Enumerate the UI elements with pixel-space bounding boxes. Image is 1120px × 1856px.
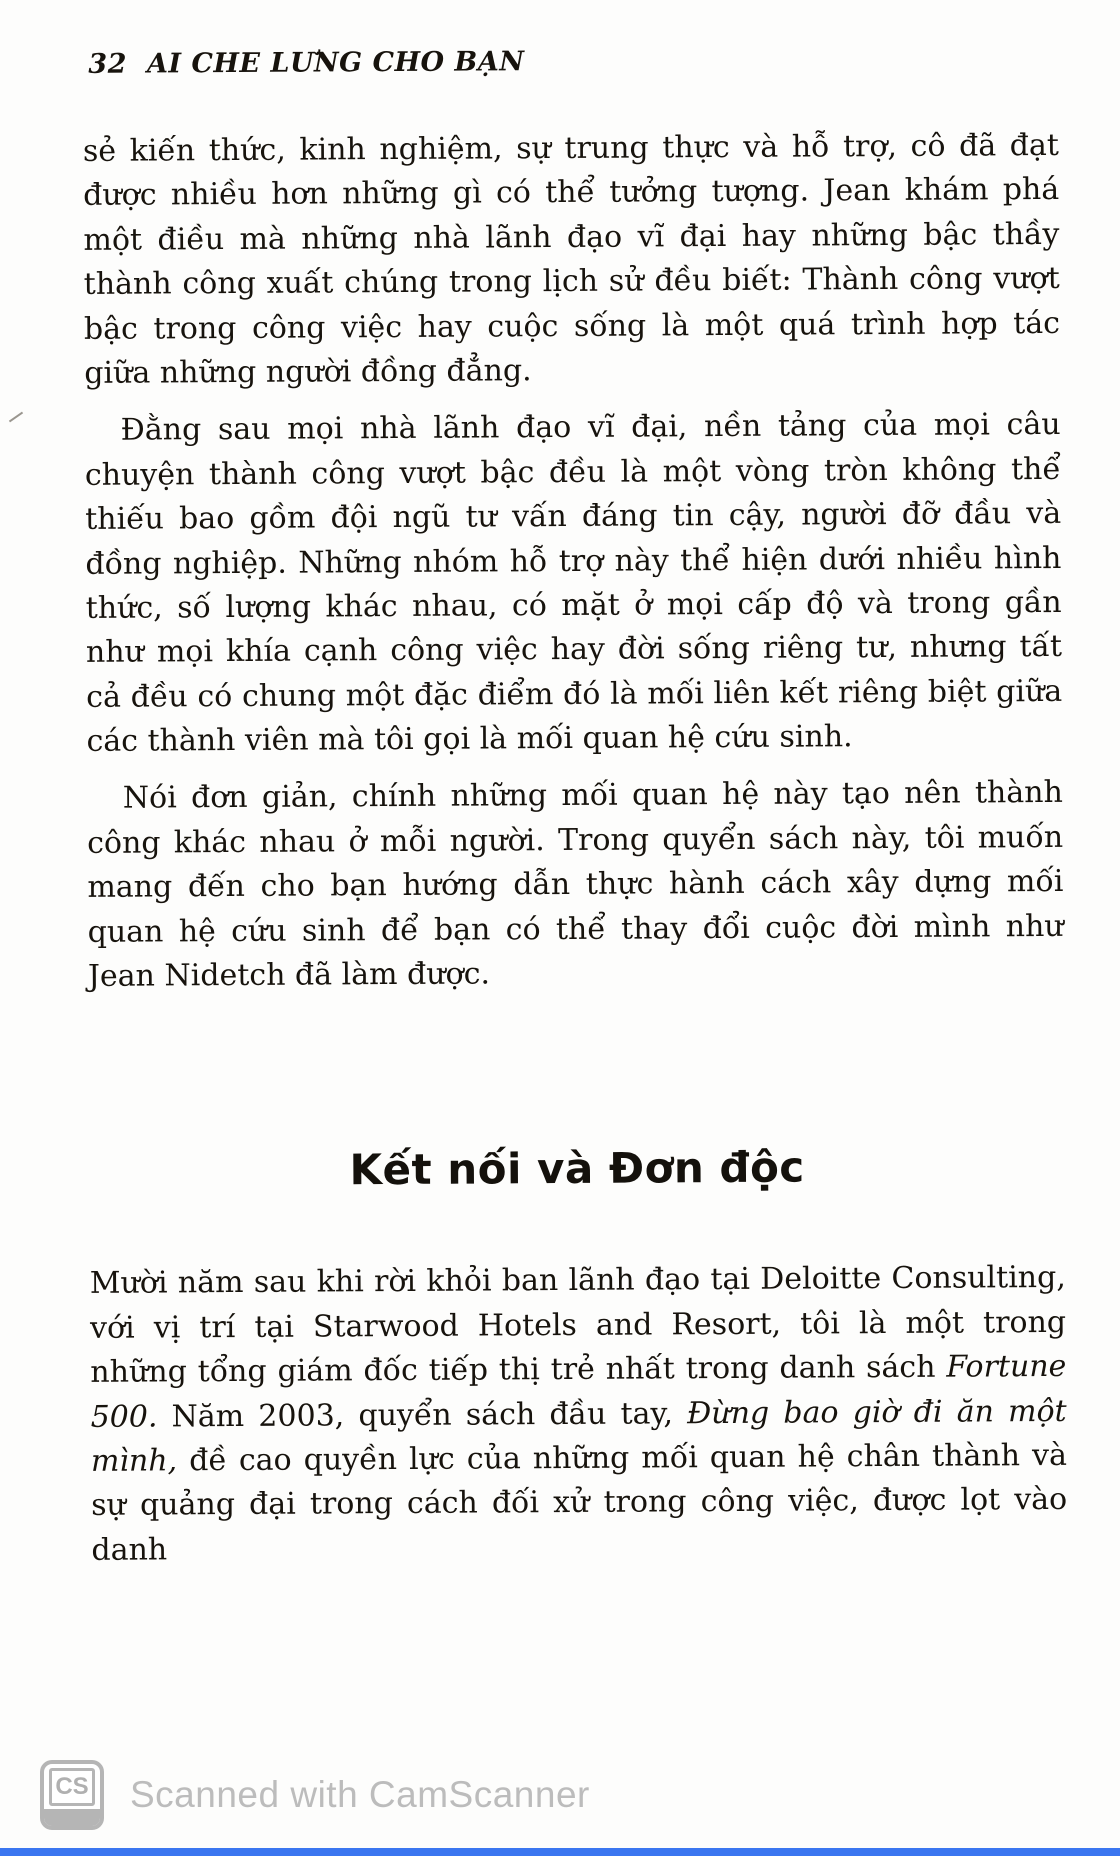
section-heading: Kết nối và Đơn độc: [349, 1142, 805, 1195]
camscanner-icon-strip: [44, 1809, 100, 1826]
body-text-block: [83, 124, 1064, 999]
camscanner-icon: [40, 1760, 104, 1830]
paragraph-2: Đằng sau mọi nhà lãnh đạo vĩ đại, nền tảng của mọi câu chuyện thành công vượt bậc đều là một vòng tròn không thể thiếu bao gồm đội ngũ tư vấn đáng tin cậy, người đỡ đầu và đồng nghiệp. Những nhóm hỗ trợ này thể hiện dưới nhiều hình thức, số lượng khác nhau, có mặt ở mọi cấp độ và trong gần như mọi khía cạnh công việc hay đời sống riêng tư, nhưng tất cả đều có chung một đặc điểm đó là mối liên kết riêng biệt giữa các thành viên mà tôi gọi là mối quan hệ cứu sinh.: [84, 407, 1063, 759]
watermark-text: Scanned with CamScanner: [130, 1774, 590, 1815]
paragraph-3: Nói đơn giản, chính những mối quan hệ này tạo nên thành công khác nhau ở mỗi người. Trong quyển sách này, tôi muốn mang đến cho bạn hướng dẫn thực hành cách xây dựng mối quan hệ cứu sinh để bạn có thể thay đổi cuộc đời mình như Jean Nidetch đã làm được.: [87, 775, 1064, 994]
paragraph-1: sẻ kiến thức, kinh nghiệm, sự trung thực và hỗ trợ, cô đã đạt được nhiều hơn những gì có thể tưởng tượng. Jean khám phá một điều mà những nhà lãnh đạo vĩ đại hay những bậc thầy thành công xuất chúng trong lịch sử đều biết: Thành công vượt bậc trong công việc hay cuộc sống là một quá trình hợp tác giữa những người đồng đẳng.: [82, 127, 1061, 391]
paragraph-4: [90, 1256, 1068, 1573]
body-text-block-2: [90, 1256, 1068, 1573]
bottom-blue-bar: [0, 1848, 1120, 1856]
paragraph-4-segment: Năm 2003, quyển sách đầu tay,: [157, 1395, 688, 1435]
paragraph-4-segment: Mười năm sau khi rời khỏi ban lãnh đạo tại Deloitte Consulting, với vị trí tại Starwood Hotels and Resort, tôi là một trong những tổng giám đốc tiếp thị trẻ nhất trong danh sách: [89, 1260, 1067, 1391]
book-title-never-eat-alone: Đừng bao giờ đi ăn một mình,: [90, 1393, 1067, 1479]
book-title-fortune-500: Fortune 500.: [90, 1349, 1067, 1435]
book-title: AI CHE LƯNG CHO BẠN: [146, 46, 525, 80]
camscanner-watermark: [40, 1760, 590, 1830]
camscanner-icon-label: CS: [49, 1768, 95, 1806]
page-number: 32: [88, 48, 128, 80]
paragraph-4-segment: đề cao quyền lực của những mối quan hệ chân thành và sự quảng đại trong cách đối xử trong công việc, được lọt vào danh: [91, 1437, 1068, 1568]
running-header: [88, 43, 1120, 80]
